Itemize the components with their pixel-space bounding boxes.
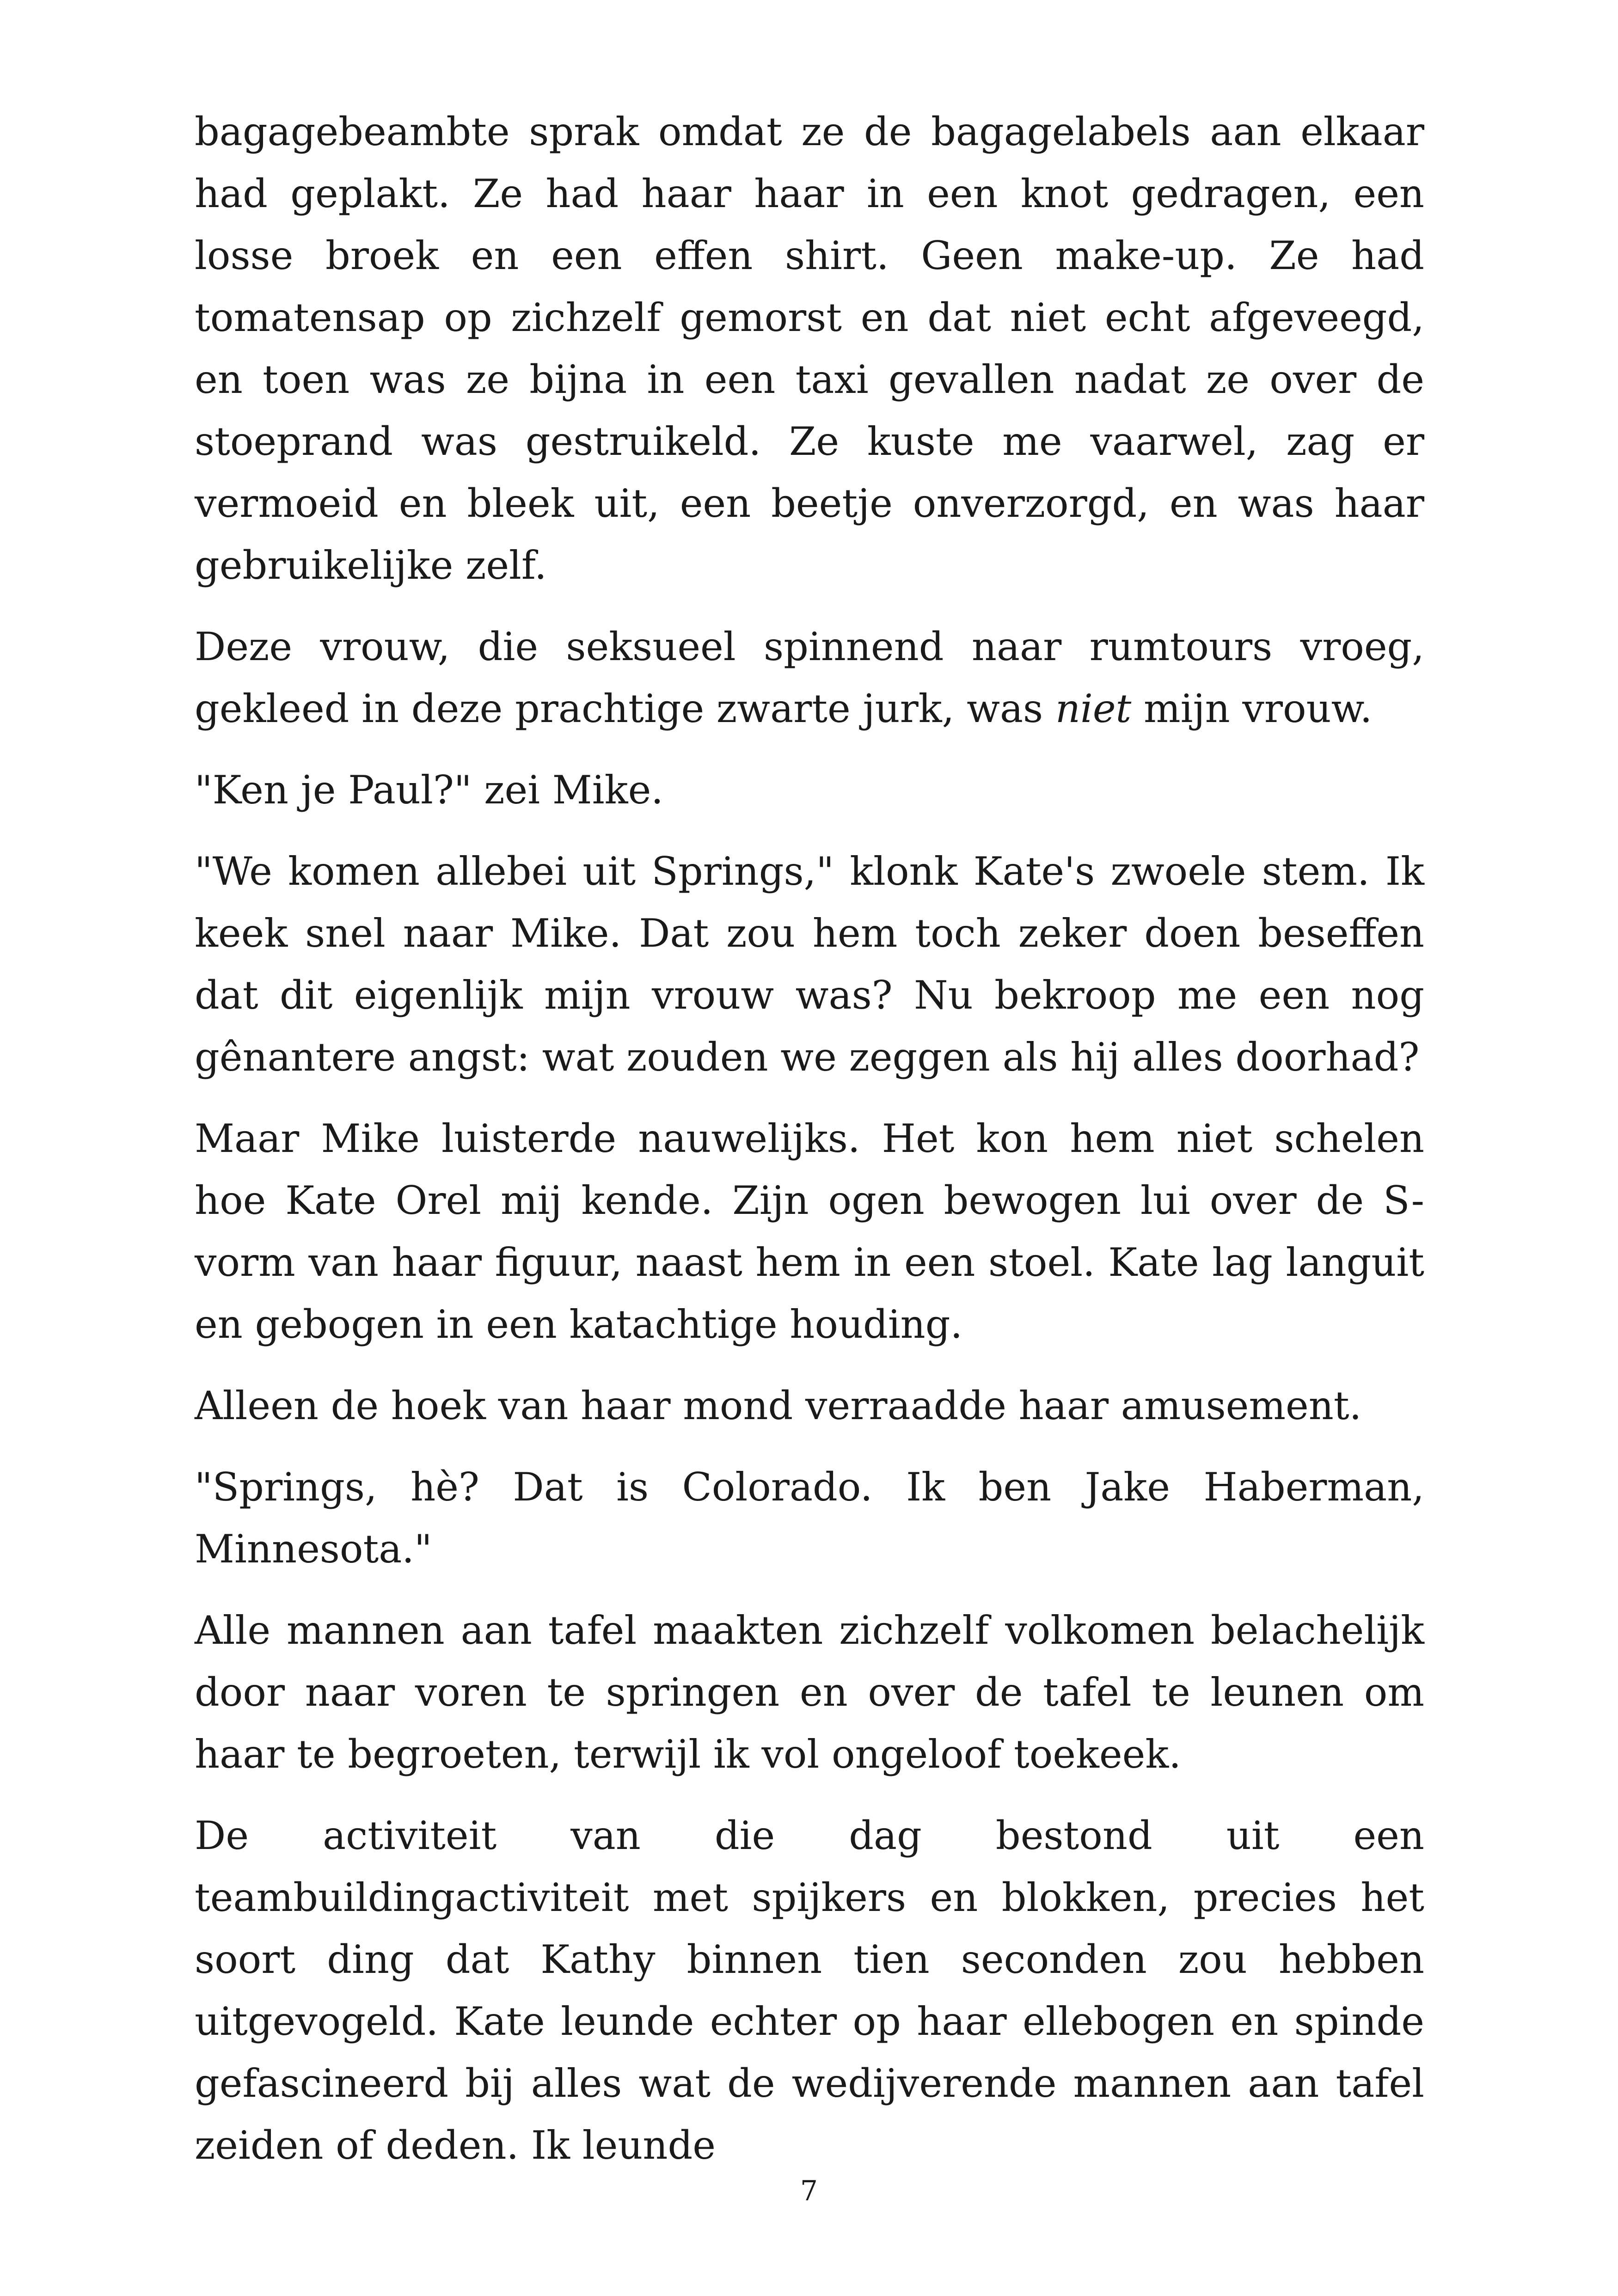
paragraph-text: Deze vrouw, die seksueel spinnend naar rumtours vroeg, gekleed in deze prachtige zwarte jurk, was [195,624,1424,731]
paragraph: "We komen allebei uit Springs," klonk Kate's zwoele stem. Ik keek snel naar Mike. Dat zou hem toch zeker doen beseffen dat dit eigenlijk mijn vrouw was? Nu bekroop me een nog gênantere angst: wat zouden we zeggen als hij alles doorhad? [195,849,1424,1080]
body-text [195,101,1424,2196]
paragraph: Maar Mike luisterde nauwelijks. Het kon hem niet schelen hoe Kate Orel mij kende. Zijn ogen bewogen lui over de S-vorm van haar figuur, naast hem in een stoel. Kate lag languit en gebogen in een katachtige houding. [195,1116,1424,1347]
page-number: 7 [800,2175,818,2207]
paragraph: "Ken je Paul?" zei Mike. [195,767,663,813]
emphasized-word: niet [1055,686,1132,731]
paragraph: "Springs, hè? Dat is Colorado. Ik ben Jake Haberman, Minnesota." [195,1464,1424,1572]
paragraph: bagagebeambte sprak omdat ze de bagagelabels aan elkaar had geplakt. Ze had haar haar in een knot gedragen, een losse broek en een effen shirt. Geen make-up. Ze had tomatensap op zichzelf gemorst en dat niet echt afgeveegd, en toen was ze bijna in een taxi gevallen nadat ze over de stoeprand was gestruikeld. Ze kuste me vaarwel, zag er vermoeid en bleek uit, een beetje onverzorgd, en was haar gebruikelijke zelf. [195,109,1424,588]
paragraph [195,616,1424,740]
paragraph: De activiteit van die dag bestond uit een teambuildingactiviteit met spijkers en blokken, precies het soort ding dat Kathy binnen tien seconden zou hebben uitgevogeld. Kate leunde echter op haar ellebogen en spinde gefascineerd bij alles wat de wedijverende mannen aan tafel zeiden of deden. Ik leunde [195,1813,1424,2168]
paragraph: Alleen de hoek van haar mond verraadde haar amusement. [195,1383,1362,1428]
paragraph: Alle mannen aan tafel maakten zichzelf volkomen belachelijk door naar voren te springen en over de tafel te leunen om haar te begroeten, terwijl ik vol ongeloof toekeek. [195,1608,1424,1777]
paragraph-text: mijn vrouw. [1131,686,1373,731]
